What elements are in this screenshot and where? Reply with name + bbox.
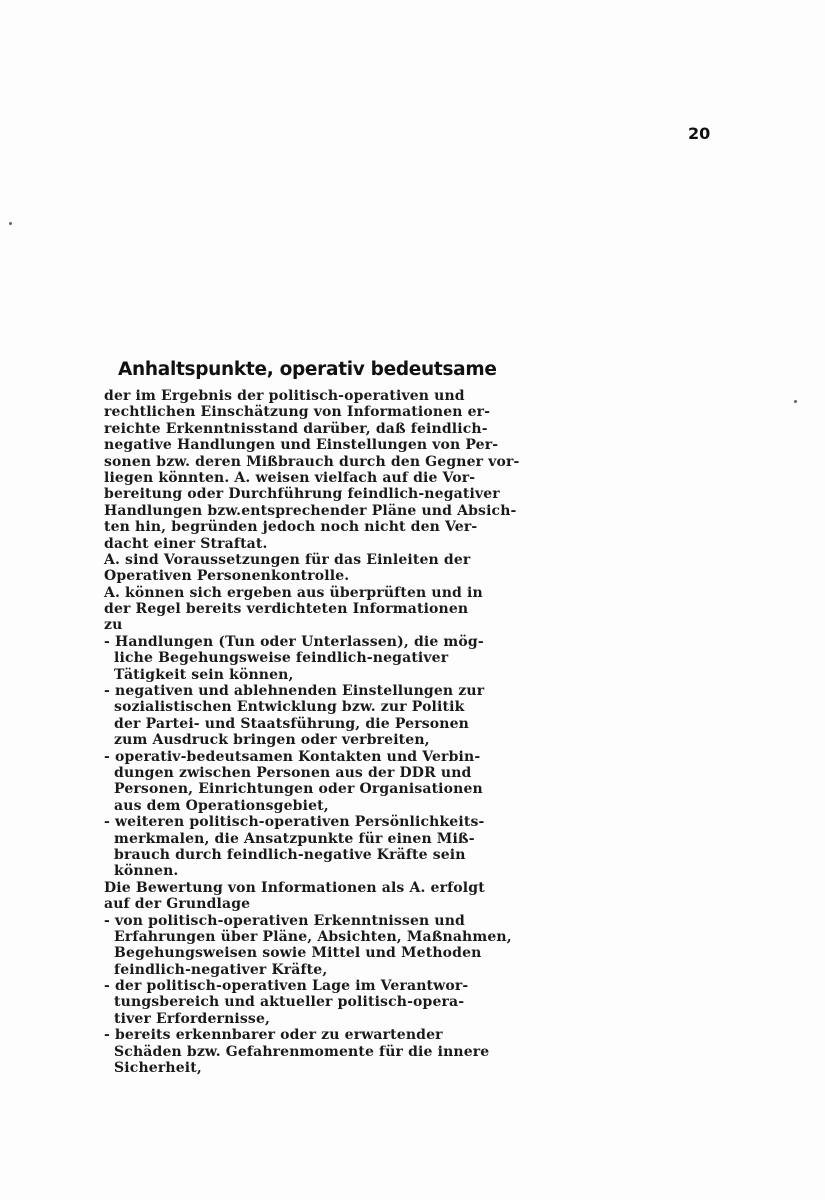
entry-line: - bereits erkennbarer oder zu erwartender [104, 1027, 443, 1044]
entry-line: dungen zwischen Personen aus der DDR und [104, 764, 472, 781]
scan-speck [9, 222, 12, 225]
entry-line: der im Ergebnis der politisch-operativen und [104, 388, 465, 404]
entry-line: Sicherheit, [104, 1060, 202, 1077]
entry-line: - Handlungen (Tun oder Unterlassen), die mög- [104, 633, 484, 650]
entry-line: Tätigkeit sein können, [104, 666, 294, 683]
entry-line: feindlich-negativer Kräfte, [104, 961, 328, 978]
entry-line: Erfahrungen über Pläne, Absichten, Maßnahmen, [104, 928, 512, 945]
entry-line: rechtlichen Einschätzung von Informationen er- [104, 404, 491, 421]
entry-line: zu [104, 617, 123, 634]
entry-line: reichte Erkenntnisstand darüber, daß feindlich- [104, 420, 488, 437]
entry-line: ten hin, begründen jedoch noch nicht den Ver- [104, 519, 478, 536]
entry-line: - negativen und ablehnenden Einstellungen zur [104, 683, 485, 700]
entry-line: aus dem Operationsgebiet, [104, 797, 329, 814]
entry-line: liegen könnten. A. weisen vielfach auf die Vor- [104, 469, 476, 486]
entry-line: sonen bzw. deren Mißbrauch durch den Gegner vor- [104, 453, 520, 470]
entry-line: Personen, Einrichtungen oder Organisationen [104, 781, 483, 798]
entry-line: Handlungen bzw.entsprechender Pläne und Absich- [104, 502, 517, 519]
entry-line: tungsbereich und aktueller politisch-opera- [104, 994, 465, 1011]
entry-line: negative Handlungen und Einstellungen von Per- [104, 437, 499, 454]
entry-line: merkmalen, die Ansatzpunkte für einen Miß- [104, 830, 475, 847]
entry-line: der Regel bereits verdichteten Informationen [104, 601, 469, 618]
entry-line: Operativen Personenkontrolle. [104, 568, 350, 585]
entry-line: dacht einer Straftat. [104, 535, 268, 552]
entry-line: liche Begehungsweise feindlich-negativer [104, 650, 449, 667]
entry-line: A. sind Voraussetzungen für das Einleiten der [104, 551, 471, 568]
entry-line: auf der Grundlage [104, 896, 251, 913]
entry-line: - weiteren politisch-operativen Persönlichkeits- [104, 814, 485, 831]
entry-line: brauch durch feindlich-negative Kräfte sein [104, 846, 466, 863]
scan-speck [794, 400, 797, 403]
page-number: 20 [688, 124, 711, 143]
entry-line: - von politisch-operativen Erkenntnissen und [104, 912, 465, 929]
entry-body [104, 388, 604, 1076]
entry-line: Begehungsweisen sowie Mittel und Methoden [104, 945, 482, 962]
entry-line: A. können sich ergeben aus überprüften und in [104, 584, 483, 601]
entry-line: zum Ausdruck bringen oder verbreiten, [104, 732, 430, 749]
entry-headword: Anhaltspunkte, operativ bedeutsame [118, 359, 497, 380]
dictionary-entry [104, 358, 604, 1076]
entry-line: können. [104, 863, 179, 880]
entry-line: - der politisch-operativen Lage im Verantwor- [104, 978, 469, 995]
entry-line: bereitung oder Durchführung feindlich-negativer [104, 486, 500, 503]
entry-line: Die Bewertung von Informationen als A. erfolgt [104, 879, 485, 896]
entry-line: - operativ-bedeutsamen Kontakten und Verbin- [104, 748, 481, 765]
entry-line: sozialistischen Entwicklung bzw. zur Politik [104, 699, 465, 716]
entry-line: tiver Erfordernisse, [104, 1010, 271, 1027]
entry-line: der Partei- und Staatsführung, die Personen [104, 715, 469, 732]
entry-line: Schäden bzw. Gefahrenmomente für die innere [104, 1043, 490, 1060]
